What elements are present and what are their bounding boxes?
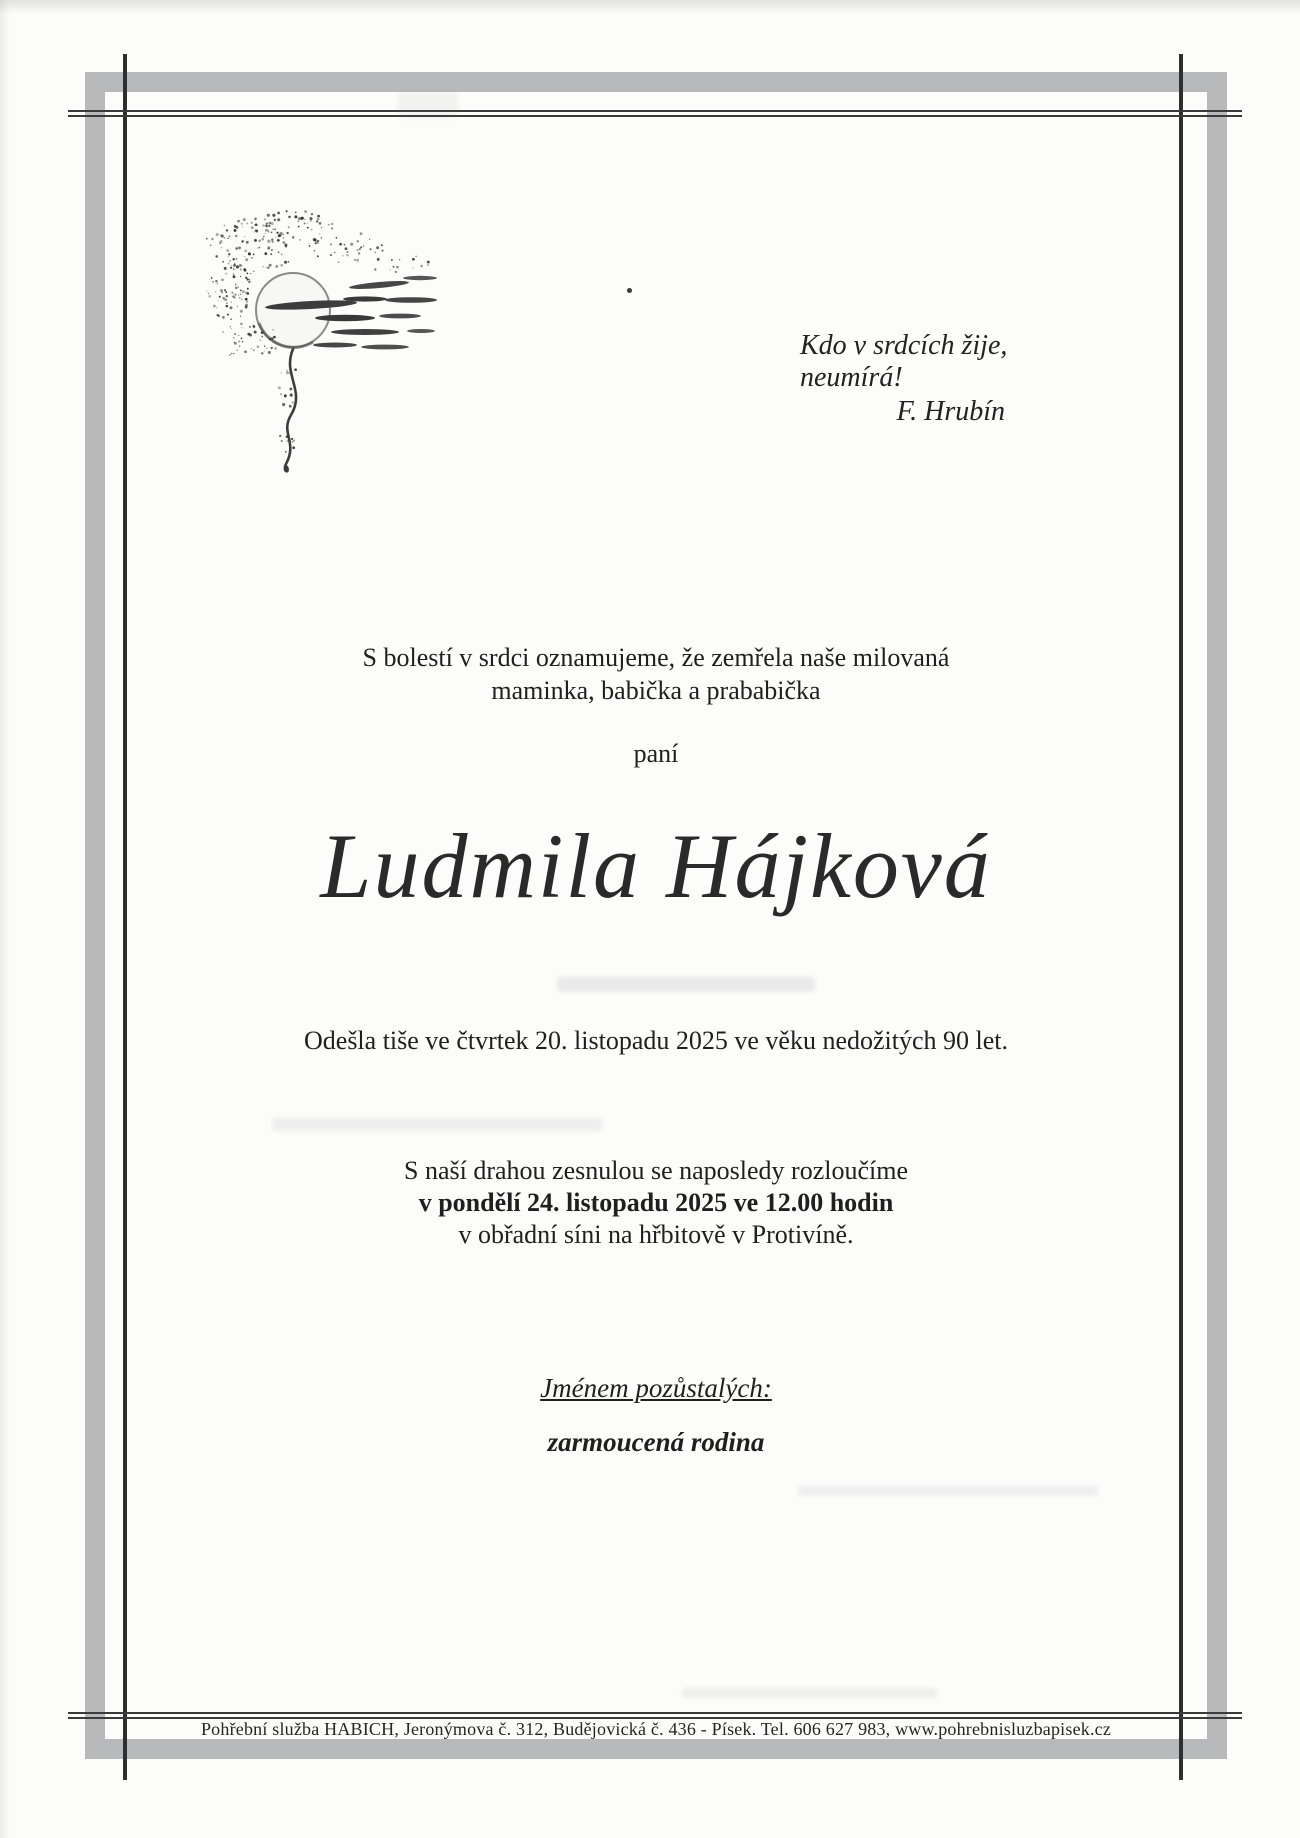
scan-smudge bbox=[398, 92, 458, 118]
deceased-name: Ludmila Hájková bbox=[320, 815, 992, 917]
announcement bbox=[85, 641, 1227, 707]
quote-line: Kdo v srdcích žije, bbox=[800, 330, 1008, 361]
quote-attribution: F. Hrubín bbox=[896, 396, 1005, 427]
funeral-service-footer: Pohřební služba HABICH, Jeronýmova č. 312, Budějovická č. 436 - Písek. Tel. 606 627 983, www.pohrebnisluzbapisek.cz bbox=[200, 1719, 1112, 1739]
top-border-line bbox=[68, 110, 1242, 117]
salutation: paní bbox=[633, 739, 679, 768]
announcement-line: maminka, babička a prababička bbox=[491, 676, 821, 705]
quote-line: neumírá! bbox=[800, 362, 903, 393]
memorial-quote bbox=[800, 330, 1015, 428]
scan-edge-shadow bbox=[0, 0, 1300, 14]
ribbon-flourish bbox=[285, 349, 296, 471]
signoff-signature: zarmoucená rodina bbox=[547, 1427, 765, 1457]
bottom-border-line bbox=[68, 1712, 1242, 1719]
sun-clouds-ink-illustration bbox=[193, 188, 445, 480]
scan-smudge bbox=[682, 1688, 937, 1698]
farewell-datetime: v pondělí 24. listopadu 2025 ve 12.00 hodin bbox=[418, 1188, 894, 1217]
death-info: Odešla tiše ve čtvrtek 20. listopadu 2025 ve věku nedožitých 90 let. bbox=[304, 1026, 1008, 1055]
announcement-line: S bolestí v srdci oznamujeme, že zemřela naše milovaná bbox=[362, 643, 950, 672]
farewell-line: S naší drahou zesnulou se naposledy rozloučíme bbox=[404, 1156, 908, 1185]
scan-smudge bbox=[272, 1118, 602, 1131]
scan-smudge bbox=[798, 1486, 1098, 1496]
scan-smudge bbox=[557, 977, 815, 992]
ink-dot bbox=[627, 288, 632, 293]
scan-edge-shadow bbox=[0, 0, 10, 1838]
signoff-heading: Jménem pozůstalých: bbox=[540, 1373, 772, 1403]
farewell-info bbox=[85, 1155, 1227, 1251]
farewell-place: v obřadní síni na hřbitově v Protivíně. bbox=[458, 1220, 854, 1249]
